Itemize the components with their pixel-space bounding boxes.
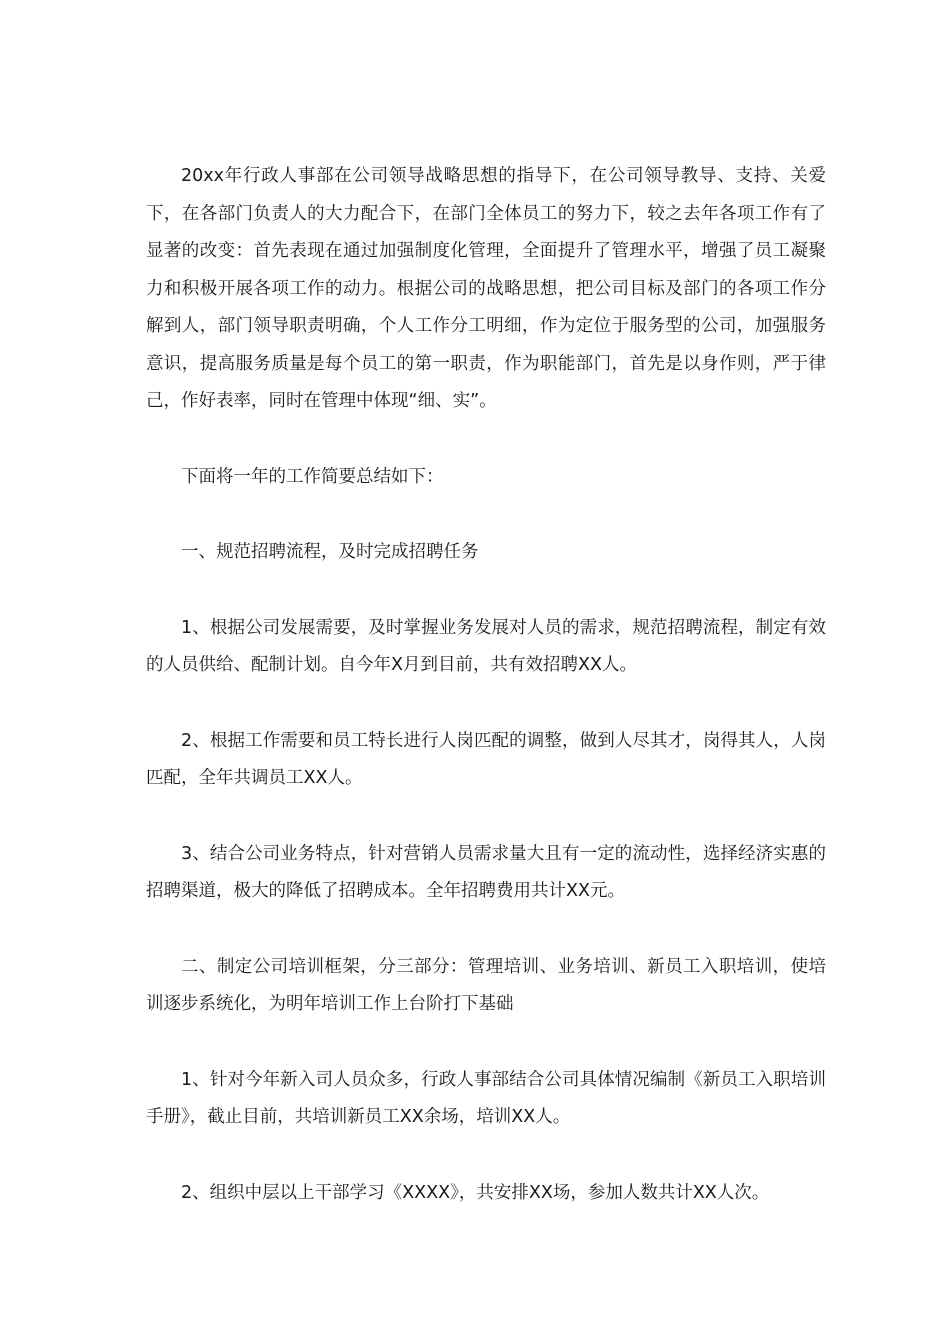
recruitment-item-2: 2、根据工作需要和员工特长进行人岗匹配的调整，做到人尽其才，岗得其人，人岗匹配，全年共调员工XX人。 [146,730,826,788]
section-heading-recruitment: 一、规范招聘流程，及时完成招聘任务 [181,542,479,562]
recruitment-item-1: 1、根据公司发展需要，及时掌握业务发展对人员的需求，规范招聘流程，制定有效的人员供给、配制计划。自今年X月到目前，共有效招聘XX人。 [146,617,826,675]
training-item-1: 1、针对今年新入司人员众多，行政人事部结合公司具体情况编制《新员工入职培训手册》，截止目前，共培训新员工XX余场，培训XX人。 [146,1069,826,1127]
training-item-2: 2、组织中层以上干部学习《XXXX》，共安排XX场，参加人数共计XX人次。 [181,1182,770,1203]
intro-paragraph: 20xx年行政人事部在公司领导战略思想的指导下，在公司领导教导、支持、关爱下，在各部门负责人的大力配合下，在部门全体员工的努力下，较之去年各项工作有了显著的改变：首先表现在通过加强制度化管理，全面提升了管理水平，增强了员工凝聚力和积极开展各项工作的动力。根据公司的战略思想，把公司目标及部门的各项工作分解到人，部门领导职责明确，个人工作分工明细，作为定位于服务型的公司，加强服务意识，提高服务质量是每个员工的第一职责，作为职能部门，首先是以身作则，严于律己，作好表率，同时在管理中体现“细、实”。 [146,166,826,411]
summary-lead-paragraph: 下面将一年的工作简要总结如下： [181,466,444,487]
document-body [146,158,826,1212]
recruitment-item-3: 3、结合公司业务特点，针对营销人员需求量大且有一定的流动性，选择经济实惠的招聘渠道，极大的降低了招聘成本。全年招聘费用共计XX元。 [146,843,826,901]
section-heading-training: 二、制定公司培训框架，分三部分：管理培训、业务培训、新员工入职培训，使培训逐步系统化，为明年培训工作上台阶打下基础 [146,956,826,1014]
